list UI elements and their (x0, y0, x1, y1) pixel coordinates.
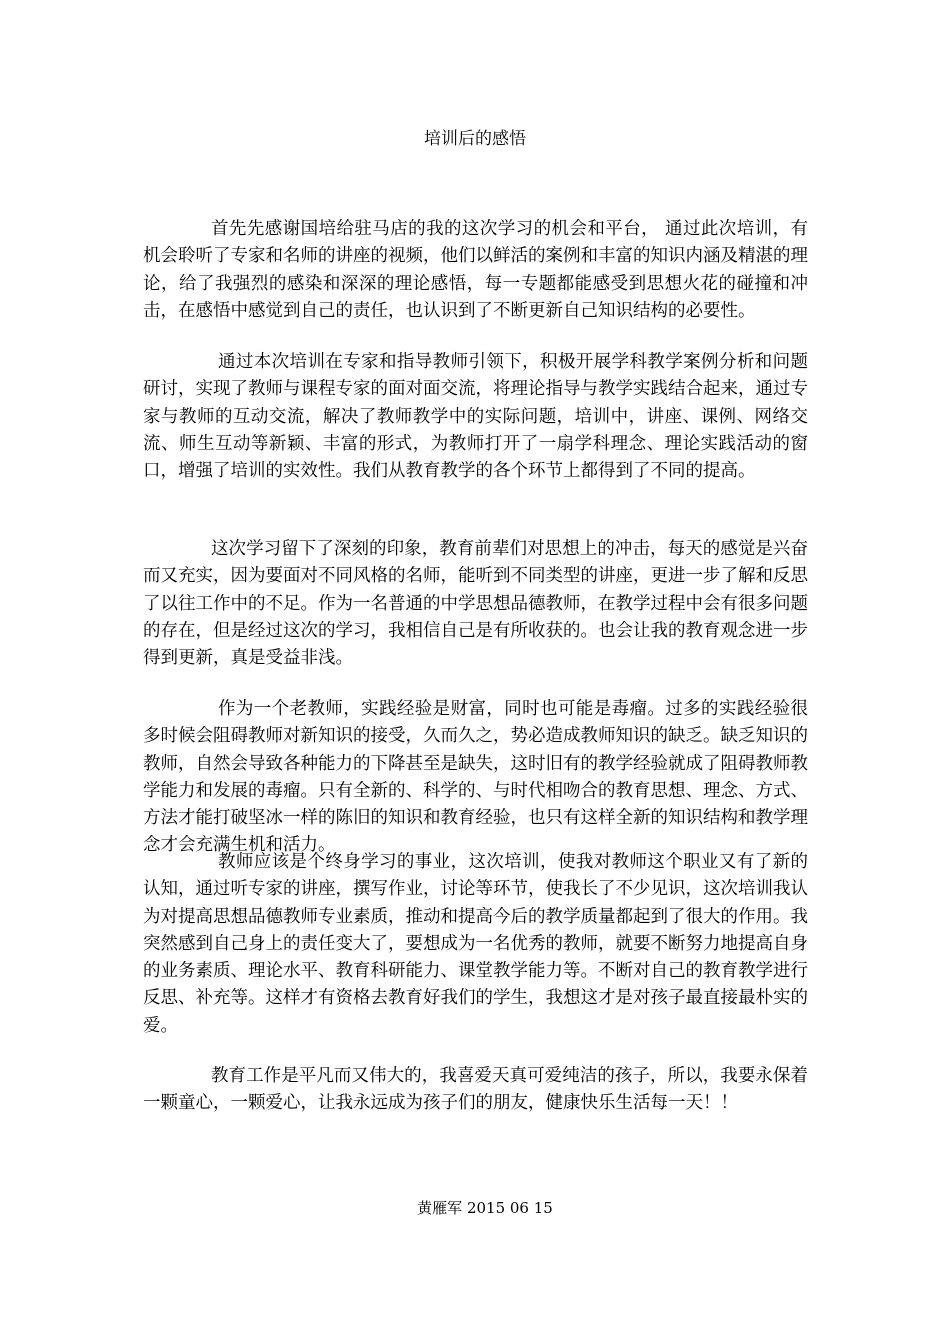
author-signature: 黄雁军 2015 06 15 (417, 1199, 553, 1217)
document-title: 培训后的感悟 (424, 129, 526, 149)
paragraph-2: 通过本次培训在专家和指导教师引领下，积极开展学科教学案例分析和问题研讨，实现了教师与课程专家的面对面交流，将理论指导与教学实践结合起来，通过专家与教师的互动交流，解决了教师教学中的实际问题，培训中，讲座、课例、网络交流、师生互动等新颖、丰富的形式，为教师打开了一扇学科理念、理论实践活动的窗口，增强了培训的实效性。我们从教育教学的各个环节上都得到了不同的提高。 (143, 352, 808, 482)
paragraph-3: 这次学习留下了深刻的印象，教育前辈们对思想上的冲击，每天的感觉是兴奋而又充实，因为要面对不同风格的名师，能听到不同类型的讲座，更进一步了解和反思了以往工作中的不足。作为一名普通的中学思想品德教师，在教学过程中会有很多问题的存在，但是经过这次的学习，我相信自己是有所收获的。也会让我的教育观念进一步得到更新，真是受益非浅。 (143, 539, 808, 669)
paragraph-5: 教师应该是个终身学习的事业，这次培训，使我对教师这个职业又有了新的认知，通过听专家的讲座，撰写作业，讨论等环节，使我长了不少见识，这次培训我认为对提高思想品德教师专业素质，推动和提高今后的教学质量都起到了很大的作用。我突然感到自己身上的责任变大了，要想成为一名优秀的教师，就要不断努力地提高自身的业务素质、理论水平、教育科研能力、课堂教学能力等。不断对自己的教育教学进行反思、补充等。这样才有资格去教育好我们的学生，我想这才是对孩子最直接最朴实的爱。 (143, 852, 808, 1036)
paragraph-4: 作为一个老教师，实践经验是财富，同时也可能是毒瘤。过多的实践经验很多时候会阻碍教师对新知识的接受，久而久之，势必造成教师知识的缺乏。缺乏知识的教师，自然会导致各种能力的下降甚至是缺失，这时旧有的教学经验就成了阻碍教师教学能力和发展的毒瘤。只有全新的、科学的、与时代相吻合的教育思想、理念、方式、方法才能打破坚冰一样的陈旧的知识和教育经验，也只有这样全新的知识结构和教学理念才会充满生机和活力。 (143, 699, 808, 856)
paragraph-1: 首先先感谢国培给驻马店的我的这次学习的机会和平台， 通过此次培训，有机会聆听了专家和名师的讲座的视频，他们以鲜活的案例和丰富的知识内涵及精湛的理论，给了我强烈的感染和深深的理论感悟，每一专题都能感受到思想火花的碰撞和冲击，在感悟中感觉到自己的责任，也认识到了不断更新自己知识结构的必要性。 (143, 219, 808, 321)
paragraph-6: 教育工作是平凡而又伟大的，我喜爱天真可爱纯洁的孩子，所以，我要永保着一颗童心，一颗爱心，让我永远成为孩子们的朋友，健康快乐生活每一天！！ (143, 1066, 808, 1114)
